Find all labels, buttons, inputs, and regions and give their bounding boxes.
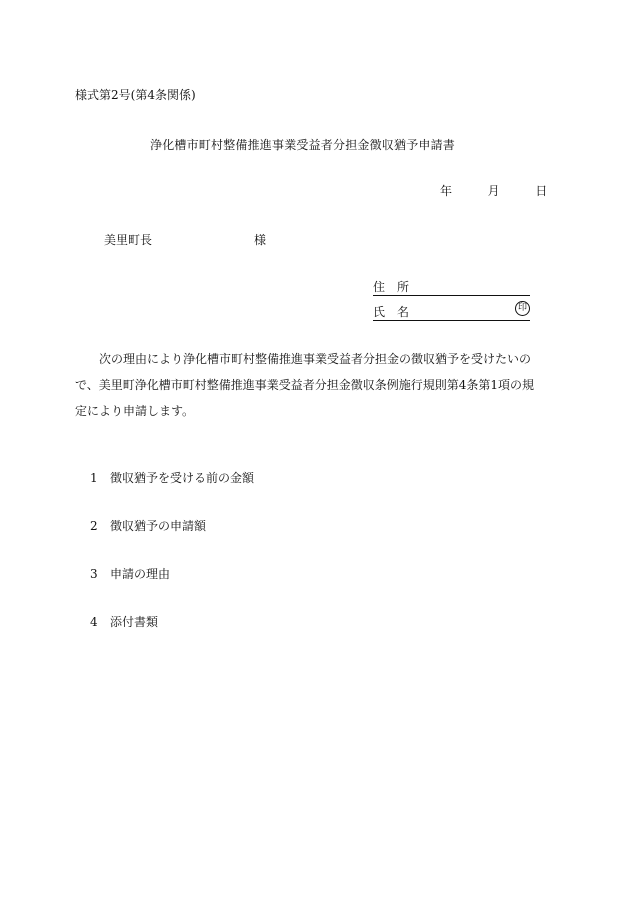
item-label: 徴収猶予を受ける前の金額 xyxy=(110,471,255,485)
item-label: 申請の理由 xyxy=(110,567,171,581)
addressee-name: 美里町長 xyxy=(104,233,153,247)
name-field xyxy=(373,303,530,321)
document-title: 浄化槽市町村整備推進事業受益者分担金徴収猶予申請書 xyxy=(150,138,456,152)
body-paragraph: 次の理由により浄化槽市町村整備推進事業受益者分担金の徴収猶予を受けたいので、美里町浄化槽市町村整備推進事業受益者分担金徴収条例施行規則第4条第1項の規定により申請します。 xyxy=(75,352,535,418)
item-number: 4 xyxy=(90,615,98,629)
item-label: 徴収猶予の申請額 xyxy=(110,519,207,533)
date-year-label: 年 xyxy=(440,184,453,198)
item-label: 添付書類 xyxy=(110,615,159,629)
addressee-honorific: 様 xyxy=(254,233,267,247)
list-item xyxy=(90,613,158,630)
address-field xyxy=(373,278,530,296)
addressee-line xyxy=(104,231,266,248)
list-item xyxy=(90,469,254,486)
item-number: 3 xyxy=(90,567,98,581)
form-number: 様式第2号(第4条関係) xyxy=(75,88,196,102)
date-month-label: 月 xyxy=(487,184,500,198)
list-item xyxy=(90,517,206,534)
list-item xyxy=(90,565,170,582)
item-number: 2 xyxy=(90,519,98,533)
address-label: 住所 xyxy=(373,280,422,294)
seal-mark: 印 xyxy=(515,301,530,316)
item-number: 1 xyxy=(90,471,98,485)
name-label: 氏名 xyxy=(373,305,422,319)
date-day-label: 日 xyxy=(535,184,548,198)
date-line xyxy=(440,182,547,199)
